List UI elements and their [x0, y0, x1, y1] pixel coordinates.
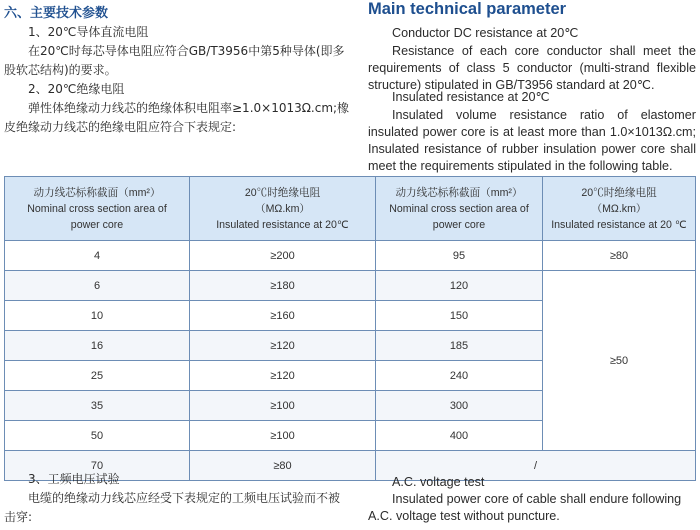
merged-resistance-cell: ≥50 — [543, 271, 696, 451]
dc-resistance-title-cn: 1、20℃导体直流电阻 — [28, 25, 149, 39]
dc-resistance-text-cn: 在20℃时每芯导体电阻应符合GB/T3956中第5种导体(即多股软芯结构)的要求。 — [4, 44, 345, 77]
header-area: 动力线芯标称截面（mm²） Nominal cross section area of power core — [5, 177, 190, 241]
ac-voltage-text-en: Insulated power core of cable shall endure following A.C. voltage test without puncture. — [368, 492, 682, 523]
merged-slash-cell: / — [376, 451, 696, 481]
section-heading-en: Main technical parameter — [368, 0, 567, 18]
ac-voltage-title-cn: 3、工频电压试验 — [28, 472, 120, 486]
insulation-resistance-title-en: Insulated resistance at 20℃ — [392, 90, 550, 104]
ac-voltage-text-cn: 电缆的绝缘动力线芯应经受下表规定的工频电压试验而不被击穿: — [4, 491, 341, 524]
table-row: 25 ≥120 240 — [5, 361, 696, 391]
table-row: 35 ≥100 300 — [5, 391, 696, 421]
section-heading-cn: 六、主要技术参数 — [4, 6, 109, 21]
dc-resistance-title-en: Conductor DC resistance at 20℃ — [392, 26, 579, 40]
insulation-resistance-table — [4, 176, 696, 481]
insulation-resistance-text-en: Insulated volume resistance ratio of elastomer insulated power core is at least more than 1.0×1013Ω.cm; Insulated resistance of rubber insulation power core shall meet the requirements stipulated in the following table. — [368, 108, 696, 173]
insulation-resistance-text-cn: 弹性体绝缘动力线芯的绝缘体积电阻率≥1.0×1013Ω.cm;橡皮绝缘动力线芯的绝缘电阻应符合下表规定: — [4, 101, 350, 134]
table-row: 10 ≥160 150 — [5, 301, 696, 331]
ac-voltage-title-en: A.C. voltage test — [392, 475, 485, 489]
insulation-resistance-title-cn: 2、20℃绝缘电阻 — [28, 82, 125, 96]
header-area-2: 动力线芯标称截面（mm²） Nominal cross section area of power core — [376, 177, 543, 241]
table-row: 50 ≥100 400 — [5, 421, 696, 451]
header-resistance-2: 20℃时绝缘电阻 （MΩ.km） Insulated resistance at 20 ℃ — [543, 177, 696, 241]
header-resistance: 20℃时绝缘电阻 （MΩ.km） Insulated resistance at 20℃ — [190, 177, 376, 241]
table-row: 4 ≥200 95 ≥80 — [5, 241, 696, 271]
table-row: 16 ≥120 185 — [5, 331, 696, 361]
dc-resistance-text-en: Resistance of each core conductor shall meet the requirements of class 5 conductor (multi-strand flexible structure) stipulated in GB/T3956 standard at 20℃. — [368, 44, 696, 92]
table-row: 6 ≥180 120 ≥50 — [5, 271, 696, 301]
ac-voltage-section-en — [368, 474, 696, 525]
table-header-row — [5, 177, 696, 241]
table-row: 70 ≥80 / — [5, 451, 696, 481]
ac-voltage-section-cn — [4, 470, 350, 527]
